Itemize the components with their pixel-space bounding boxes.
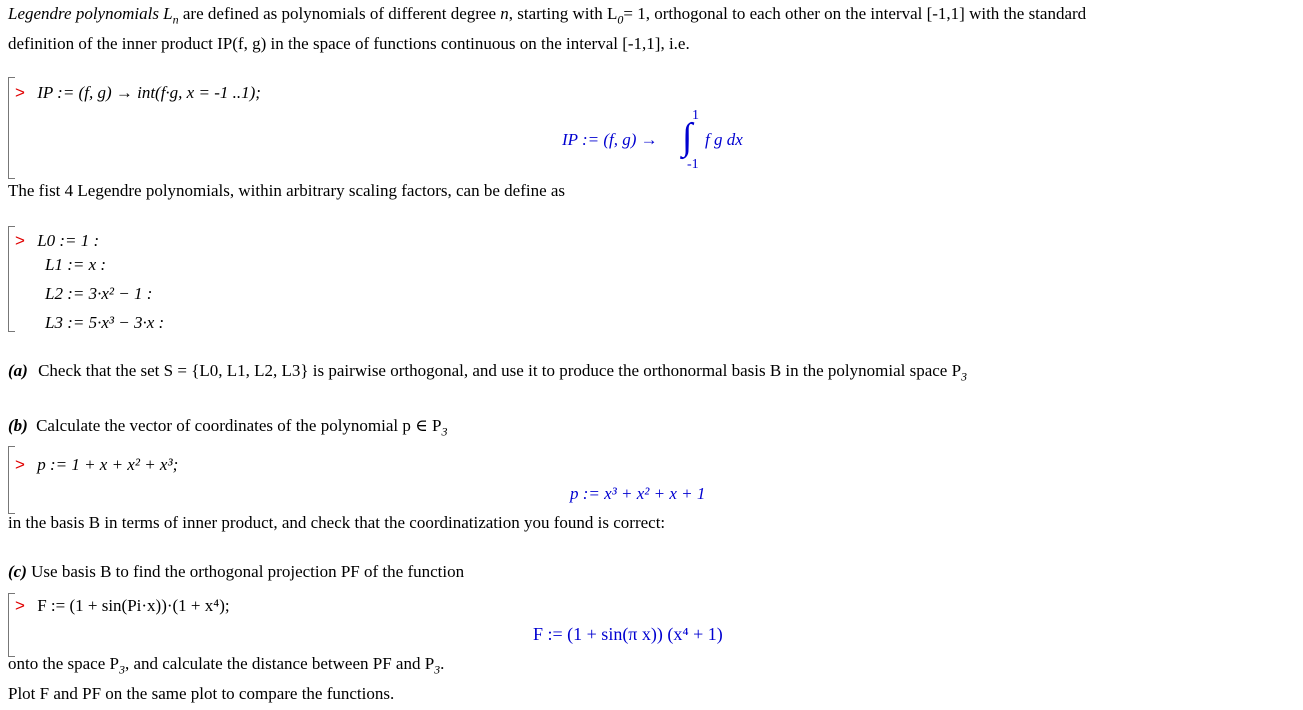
part-a-label: (a) xyxy=(8,361,28,380)
intro-line-1 xyxy=(8,4,1087,27)
intro-text-b: are defined as polynomials of different degree xyxy=(178,4,501,23)
p-output: p := x³ + x² + x + 1 xyxy=(570,484,706,503)
intro-n: n xyxy=(500,4,509,23)
execution-group-bracket[interactable] xyxy=(8,593,15,657)
part-c-after-a: onto the space P xyxy=(8,654,119,673)
part-b-after: in the basis B in terms of inner product, and check that the coordinatization you found is correct: xyxy=(8,513,666,532)
intro-sub-0: 0 xyxy=(617,12,624,27)
part-c-after-c: . xyxy=(440,654,445,673)
integral-upper: 1 xyxy=(692,108,699,123)
part-c-after-sub2: 3 xyxy=(434,662,441,677)
text-fist: The fist 4 Legendre polynomials, within arbitrary scaling factors, can be define as xyxy=(8,181,566,200)
F-input-line[interactable] xyxy=(15,596,230,616)
part-b-label: (b) xyxy=(8,416,28,435)
ip-input[interactable]: IP := (f, g) → int(f·g, x = -1 ..1); xyxy=(37,83,261,102)
intro-sub-n: n xyxy=(172,12,179,27)
part-c xyxy=(8,562,464,582)
prompt-icon: > xyxy=(15,596,25,615)
part-c-label: (c) xyxy=(8,562,27,581)
F-output: F := (1 + sin(π x)) (x⁴ + 1) xyxy=(533,624,723,644)
ip-output-lhs: IP := (f, g) → xyxy=(562,130,658,149)
intro-title: Legendre polynomials L xyxy=(8,4,173,23)
part-c-after-b: , and calculate the distance between PF and P xyxy=(124,654,435,673)
integral-lower: -1 xyxy=(687,157,699,172)
L-input-2[interactable]: L2 := 3·x² − 1 : xyxy=(45,284,153,303)
part-c-text: Use basis B to find the orthogonal projection PF of the function xyxy=(31,562,465,581)
p-input-line[interactable] xyxy=(15,455,178,475)
part-a-text: Check that the set S = {L0, L1, L2, L3} is pairwise orthogonal, and use it to produce the orthonormal basis B in the polynomial space P xyxy=(38,361,962,380)
part-b xyxy=(8,416,448,439)
ip-output-rhs: f g dx xyxy=(705,130,743,149)
L-input-1[interactable]: L1 := x : xyxy=(45,255,107,274)
intro-line-2: definition of the inner product IP(f, g) in the space of functions continuous on the interval [-1,1], i.e. xyxy=(8,34,690,53)
part-a-sub: 3 xyxy=(961,369,968,384)
execution-group-bracket[interactable] xyxy=(8,77,15,179)
L-input-line-0[interactable] xyxy=(15,231,99,251)
L-input-3[interactable]: L3 := 5·x³ − 3·x : xyxy=(45,313,165,332)
intro-text-d: = 1, orthogonal to each other on the interval [-1,1] with the standard xyxy=(623,4,1087,23)
L-input-0[interactable]: L0 := 1 : xyxy=(37,231,100,250)
part-b-text: Calculate the vector of coordinates of the polynomial p ∈ P xyxy=(36,416,442,435)
part-a xyxy=(8,361,968,384)
integral-sign-icon: ∫ xyxy=(682,116,693,158)
part-c-after-sub: 3 xyxy=(118,662,125,677)
prompt-icon: > xyxy=(15,231,25,250)
F-input[interactable]: F := (1 + sin(Pi·x))·(1 + x⁴); xyxy=(37,596,230,615)
intro-text-c: , starting with L xyxy=(508,4,618,23)
execution-group-bracket[interactable] xyxy=(8,446,15,514)
part-b-sub: 3 xyxy=(441,424,448,439)
part-c-final: Plot F and PF on the same plot to compare the functions. xyxy=(8,684,395,703)
execution-group-bracket[interactable] xyxy=(8,226,15,332)
prompt-icon: > xyxy=(15,83,25,102)
prompt-icon: > xyxy=(15,455,25,474)
part-c-after xyxy=(8,654,445,677)
p-input[interactable]: p := 1 + x + x² + x³; xyxy=(37,455,179,474)
ip-input-line[interactable] xyxy=(15,83,261,103)
